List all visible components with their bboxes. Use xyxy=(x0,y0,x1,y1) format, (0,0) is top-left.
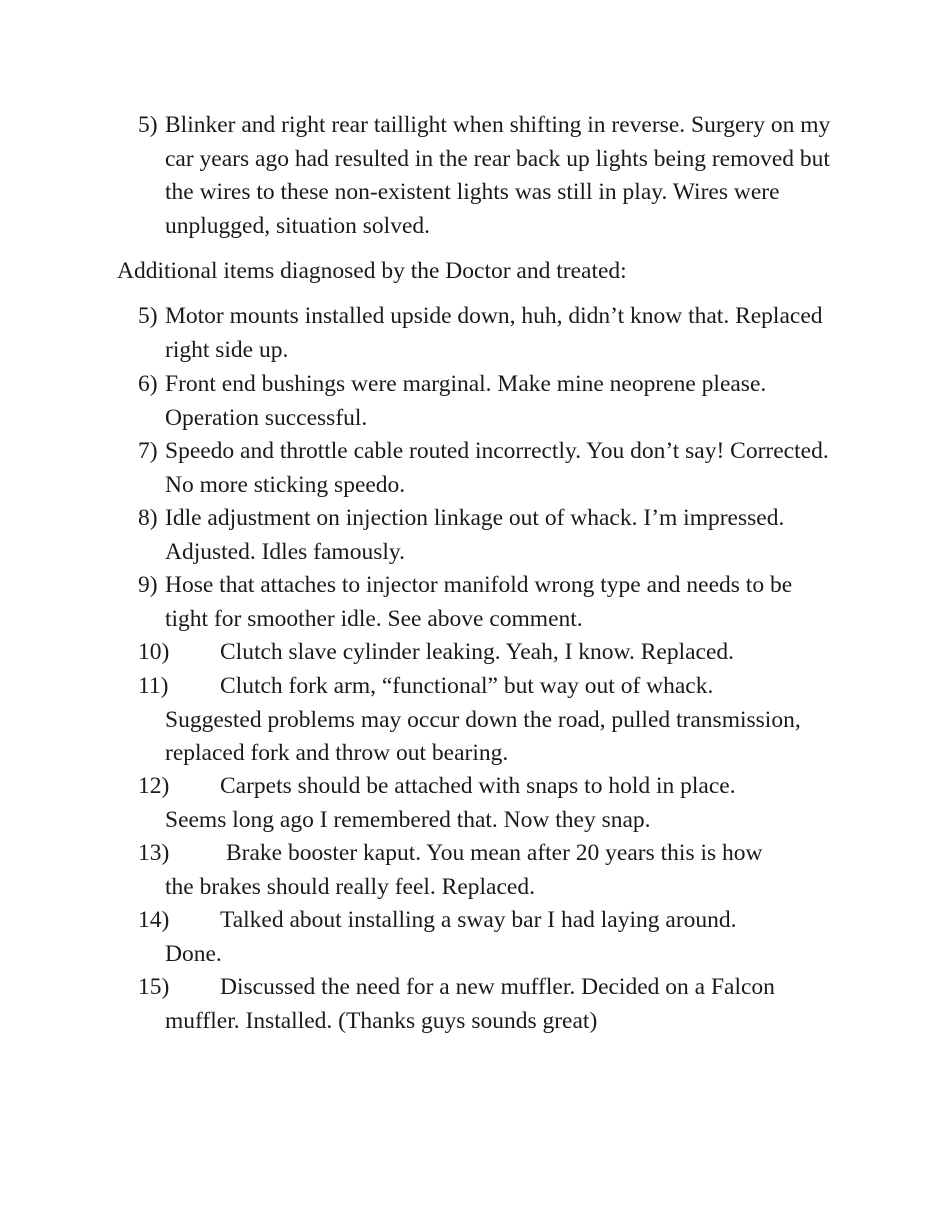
list-item-text: Clutch fork arm, “functional” but way out of whack. xyxy=(220,673,714,699)
list-item xyxy=(138,770,838,837)
list-item xyxy=(138,569,838,636)
list-item-number: 5) xyxy=(138,303,158,329)
list-item-continuation: Seems long ago I remembered that. Now they snap. xyxy=(165,806,651,833)
list-item-number: 7) xyxy=(138,438,158,464)
list-item-number: 6) xyxy=(138,371,158,397)
list-item-number: 15) xyxy=(138,974,170,1000)
list-item-text: Speedo and throttle cable routed incorrectly. You don’t say! Corrected. No more sticking speedo. xyxy=(165,438,829,498)
list-item xyxy=(138,636,838,670)
list-item-continuation: Done. xyxy=(165,940,222,967)
list-item xyxy=(138,971,838,1038)
list-item-number: 5) xyxy=(138,112,158,138)
list-item-continuation: Suggested problems may occur down the road, pulled transmission, replaced fork and throw out bearing. xyxy=(165,706,801,766)
list-item-continuation: muffler. Installed. (Thanks guys sounds great) xyxy=(165,1007,598,1034)
list-item-continuation: the brakes should really feel. Replaced. xyxy=(165,873,535,900)
list-item xyxy=(138,904,838,971)
list-item xyxy=(138,670,838,771)
list-item xyxy=(138,837,838,904)
list-item-text: Brake booster kaput. You mean after 20 years this is how xyxy=(226,840,763,866)
list-item-number: 10) xyxy=(138,639,170,665)
list-item-text: Hose that attaches to injector manifold wrong type and needs to be tight for smoother idle. See above comment. xyxy=(165,572,793,632)
list-item xyxy=(138,109,838,243)
list-item-text: Motor mounts installed upside down, huh, didn’t know that. Replaced right side up. xyxy=(165,303,823,363)
list-item-text: Discussed the need for a new muffler. Decided on a Falcon xyxy=(220,974,775,1000)
list-item-number: 11) xyxy=(138,673,169,699)
list-item-number: 13) xyxy=(138,840,170,866)
list-item-text: Idle adjustment on injection linkage out of whack. I’m impressed. Adjusted. Idles famously. xyxy=(165,505,785,565)
list-item xyxy=(138,300,838,367)
list-item-number: 14) xyxy=(138,907,170,933)
list-item-text: Front end bushings were marginal. Make mine neoprene please. Operation successful. xyxy=(165,371,767,431)
list-item-number: 9) xyxy=(138,572,158,598)
list-item xyxy=(138,368,838,435)
list-item-text: Talked about installing a sway bar I had laying around. xyxy=(220,907,737,933)
list-item xyxy=(138,435,838,502)
list-item xyxy=(138,502,838,569)
list-item-text: Blinker and right rear taillight when shifting in reverse. Surgery on my car years ago had resulted in the rear back up lights being removed but the wires to these non-existent lights was still in play. Wires were unplugged, situation solved. xyxy=(165,112,831,239)
list-item-text: Carpets should be attached with snaps to hold in place. xyxy=(220,773,736,799)
list-item-number: 12) xyxy=(138,773,170,799)
list-item-number: 8) xyxy=(138,505,158,531)
list-item-text: Clutch slave cylinder leaking. Yeah, I know. Replaced. xyxy=(220,639,735,665)
section-heading: Additional items diagnosed by the Doctor and treated: xyxy=(117,258,627,284)
